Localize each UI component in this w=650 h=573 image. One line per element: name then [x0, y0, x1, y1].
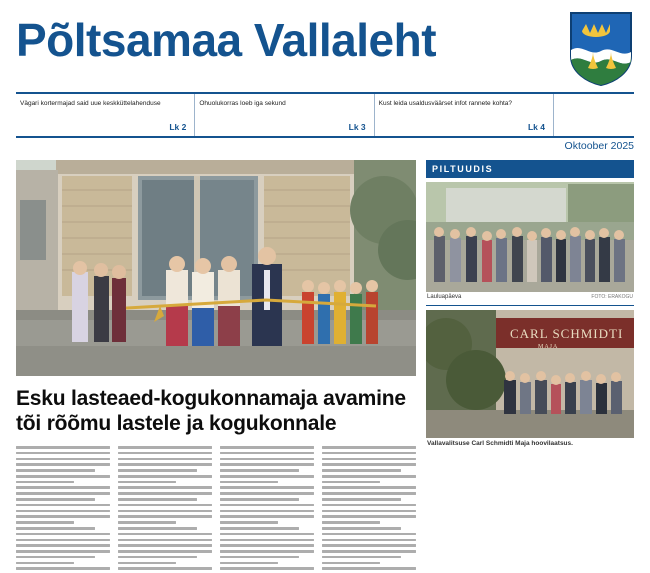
body-text-line	[322, 527, 401, 530]
body-text-line	[118, 550, 212, 553]
body-text-line	[220, 539, 314, 542]
body-text-line	[220, 521, 278, 524]
body-text-line	[322, 556, 401, 559]
body-text-line	[16, 463, 110, 466]
body-text-line	[118, 498, 197, 501]
body-column-4	[322, 446, 416, 573]
body-text-line	[322, 452, 416, 455]
body-text-line	[220, 544, 314, 547]
body-text-line	[16, 539, 110, 542]
body-text-line	[322, 544, 416, 547]
body-text-line	[16, 469, 95, 472]
lead-headline	[16, 386, 416, 436]
headline-line-2: tõi rõõmu lastele ja kogukonnale	[16, 412, 337, 435]
body-text-line	[16, 498, 95, 501]
body-text-line	[16, 567, 110, 570]
body-text-line	[220, 550, 314, 553]
body-text-line	[322, 510, 416, 513]
body-text-line	[220, 463, 314, 466]
body-column-1	[16, 446, 110, 573]
body-text-line	[118, 446, 212, 449]
rail-caption-1	[426, 292, 634, 300]
body-text-line	[220, 510, 314, 513]
body-column-2	[118, 446, 212, 573]
front-page-content	[16, 160, 634, 512]
body-text-line	[322, 533, 416, 536]
body-text-line	[220, 446, 314, 449]
body-text-line	[220, 515, 314, 518]
masthead	[16, 0, 634, 86]
body-text-line	[118, 515, 212, 518]
rail-header: PILTUUDIS	[426, 160, 634, 178]
body-text-line	[220, 452, 314, 455]
body-text-line	[220, 492, 314, 495]
rail-caption-2	[426, 438, 634, 447]
body-text-line	[118, 504, 212, 507]
body-text-line	[16, 533, 110, 536]
body-text-line	[16, 504, 110, 507]
body-text-line	[322, 504, 416, 507]
teaser-page-ref: Lk 4	[527, 122, 545, 132]
body-text-line	[16, 458, 110, 461]
body-text-line	[16, 527, 95, 530]
body-text-line	[118, 562, 176, 565]
body-text-line	[322, 539, 416, 542]
body-text-line	[322, 567, 416, 570]
ribbon-cutting-ceremony-photo	[16, 160, 416, 376]
body-text-line	[322, 498, 401, 501]
body-text-line	[16, 446, 110, 449]
body-text-line	[322, 521, 380, 524]
body-text-line	[118, 539, 212, 542]
body-text-line	[322, 463, 416, 466]
lead-story-column	[16, 160, 416, 512]
body-text-line	[220, 481, 278, 484]
teaser-text: Ohuolukorras loeb iga sekund	[199, 100, 286, 107]
body-text-line	[16, 452, 110, 455]
rail-photo-credit: FOTO: ERAKOGU	[591, 294, 633, 300]
body-text-line	[322, 475, 416, 478]
teaser-text: Vägari kortermajad said uue keskküttelahenduse	[20, 100, 161, 107]
body-text-line	[118, 469, 197, 472]
body-text-line	[16, 562, 74, 565]
teaser-text: Kust leida usaldusväärset infot rannete kohta?	[378, 100, 512, 107]
body-text-line	[16, 486, 110, 489]
lead-article-body	[16, 446, 416, 573]
body-text-line	[220, 469, 299, 472]
teaser-bar	[16, 92, 634, 152]
body-text-line	[118, 475, 212, 478]
body-text-line	[118, 486, 212, 489]
body-text-line	[322, 446, 416, 449]
body-text-line	[118, 556, 197, 559]
page-title: Põltsamaa Vallaleht	[16, 14, 437, 66]
carl-schmidti-maja-photo	[426, 310, 634, 438]
body-text-line	[118, 544, 212, 547]
body-text-line	[220, 556, 299, 559]
poltsamaa-coat-of-arms-icon	[568, 10, 634, 88]
teaser-item-1[interactable]	[16, 94, 195, 136]
body-text-line	[16, 475, 110, 478]
teaser-page-ref: Lk 2	[169, 122, 187, 132]
piltuudis-rail	[426, 160, 634, 512]
body-text-line	[16, 550, 110, 553]
teaser-item-3[interactable]	[375, 94, 554, 136]
body-text-line	[118, 521, 176, 524]
body-text-line	[16, 515, 110, 518]
body-text-line	[220, 527, 299, 530]
body-text-line	[118, 510, 212, 513]
body-text-line	[118, 567, 212, 570]
body-text-line	[220, 562, 278, 565]
body-text-line	[118, 492, 212, 495]
body-text-line	[322, 458, 416, 461]
headline-line-1: Esku lasteaed-kogukonnamaja avamine	[16, 387, 406, 410]
body-text-line	[322, 469, 401, 472]
body-text-line	[220, 458, 314, 461]
body-text-line	[322, 492, 416, 495]
body-text-line	[322, 481, 380, 484]
body-text-line	[16, 544, 110, 547]
body-text-line	[16, 556, 95, 559]
body-text-line	[16, 492, 110, 495]
body-text-line	[220, 498, 299, 501]
body-text-line	[220, 567, 314, 570]
body-text-line	[118, 481, 176, 484]
body-text-line	[118, 463, 212, 466]
svg-text:MAJA: MAJA	[538, 344, 559, 350]
body-text-line	[118, 458, 212, 461]
rail-divider	[426, 305, 634, 306]
issue-date: Oktoober 2025	[564, 140, 634, 152]
community-gathering-photo	[426, 182, 634, 292]
body-text-line	[16, 521, 74, 524]
svg-text:CARL SCHMIDTI: CARL SCHMIDTI	[510, 326, 624, 341]
body-text-line	[322, 550, 416, 553]
body-text-line	[16, 481, 74, 484]
body-text-line	[322, 515, 416, 518]
body-column-3	[220, 446, 314, 573]
body-text-line	[16, 510, 110, 513]
body-text-line	[220, 533, 314, 536]
body-text-line	[118, 533, 212, 536]
body-text-line	[118, 452, 212, 455]
body-text-line	[322, 486, 416, 489]
rail-caption-text: Vallavalitsuse Carl Schmidti Maja hoovilaatsus.	[427, 440, 573, 447]
body-text-line	[118, 527, 197, 530]
teaser-item-2[interactable]	[195, 94, 374, 136]
body-text-line	[220, 486, 314, 489]
body-text-line	[322, 562, 380, 565]
body-text-line	[220, 475, 314, 478]
body-text-line	[220, 504, 314, 507]
rail-caption-text: Lauluapäeva	[427, 294, 462, 300]
teaser-page-ref: Lk 3	[348, 122, 366, 132]
